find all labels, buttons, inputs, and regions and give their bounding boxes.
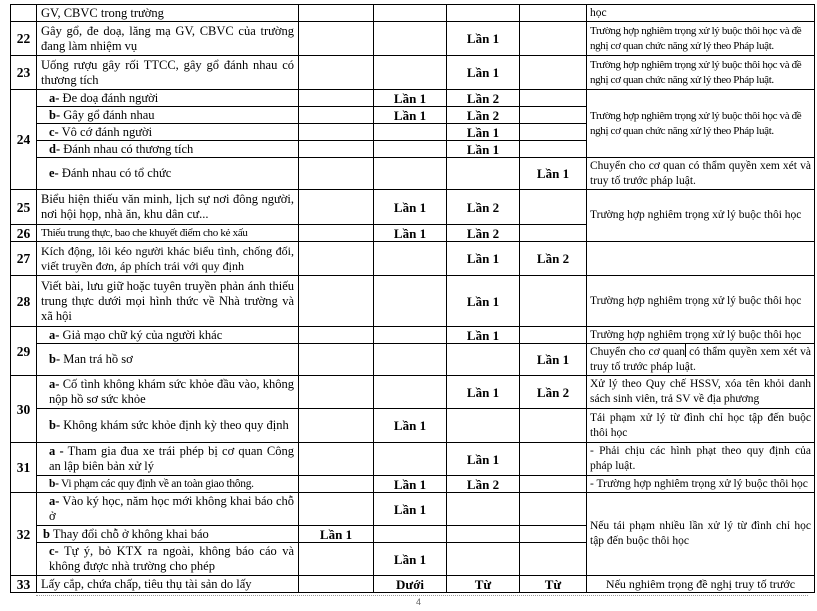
penalty-level: Từ bbox=[520, 576, 587, 593]
table-row bbox=[11, 409, 815, 443]
handling-note: Chuyển cho cơ quan có thẩm quyền xem xét và truy tố trước pháp luật. bbox=[587, 158, 815, 190]
penalty-level: Lần 2 bbox=[447, 476, 520, 493]
table-row bbox=[11, 493, 815, 526]
handling-note: Trường hợp nghiêm trọng xử lý buộc thôi học và đề nghị cơ quan chức năng xử lý theo Pháp luật. bbox=[587, 56, 815, 90]
sub-violation: a- Đe doạ đánh người bbox=[37, 90, 299, 107]
penalty-level: Lần 1 bbox=[374, 190, 447, 225]
sub-violation: b- Không khám sức khỏe định kỳ theo quy định bbox=[37, 409, 299, 443]
penalty-level: Từ bbox=[447, 576, 520, 593]
penalty-level: Lần 1 bbox=[447, 141, 520, 158]
penalty-level: Lần 2 bbox=[447, 90, 520, 107]
row-number: 27 bbox=[11, 242, 37, 276]
handling-note: Trường hợp nghiêm trọng xử lý buộc thôi học và đề nghị cơ quan chức năng xử lý theo Pháp luật. bbox=[587, 22, 815, 56]
table-row bbox=[11, 242, 815, 276]
penalty-level: Lần 1 bbox=[447, 124, 520, 141]
row-number bbox=[11, 5, 37, 22]
row-number: 25 bbox=[11, 190, 37, 225]
penalty-level: Dưới bbox=[374, 576, 447, 593]
penalty-level: Lần 2 bbox=[520, 376, 587, 409]
table-row bbox=[11, 56, 815, 90]
sub-violation: a - Tham gia đua xe trái phép bị cơ quan Công an lập biên bản xử lý bbox=[37, 443, 299, 476]
sub-violation: c- Vô cớ đánh người bbox=[37, 124, 299, 141]
discipline-table bbox=[10, 4, 815, 593]
table-row bbox=[11, 276, 815, 327]
penalty-level: Lần 2 bbox=[520, 242, 587, 276]
penalty-level: Lần 1 bbox=[447, 376, 520, 409]
penalty-level: Lần 1 bbox=[374, 225, 447, 242]
penalty-level: Lần 1 bbox=[447, 56, 520, 90]
table-row bbox=[11, 476, 815, 493]
violation-description: Kích động, lôi kéo người khác biểu tình, chống đối, viết truyền đơn, áp phích trái với quy định bbox=[37, 242, 299, 276]
penalty-level: Lần 1 bbox=[374, 409, 447, 443]
penalty-level: Lần 2 bbox=[447, 190, 520, 225]
handling-note: Trường hợp nghiêm trọng xử lý buộc thôi học bbox=[587, 327, 815, 344]
penalty-level: Lần 1 bbox=[374, 107, 447, 124]
sub-violation: a- Giả mạo chữ ký của người khác bbox=[37, 327, 299, 344]
table-row bbox=[11, 190, 815, 225]
sub-violation: b- Gây gổ đánh nhau bbox=[37, 107, 299, 124]
handling-note: Trường hợp nghiêm trọng xử lý buộc thôi học bbox=[587, 190, 815, 242]
table-row bbox=[11, 22, 815, 56]
violation-description: Viết bài, lưu giữ hoặc tuyên truyền phản ánh thiếu trung thực dưới mọi hình thức về Nhà trường và xã hội bbox=[37, 276, 299, 327]
row-number: 26 bbox=[11, 225, 37, 242]
row-number: 24 bbox=[11, 90, 37, 190]
table-row bbox=[11, 90, 815, 107]
penalty-level: Lần 1 bbox=[374, 90, 447, 107]
violation-description: Thiếu trung thực, bao che khuyết điểm cho kẻ xấu bbox=[37, 225, 299, 242]
penalty-level: Lần 1 bbox=[447, 276, 520, 327]
sub-violation: a- Cố tình không khám sức khỏe đầu vào, không nộp hồ sơ sức khỏe bbox=[37, 376, 299, 409]
row-number: 22 bbox=[11, 22, 37, 56]
row-number: 31 bbox=[11, 443, 37, 493]
handling-note: Nếu tái phạm nhiều lần xử lý từ đình chỉ học tập đến buộc thôi học bbox=[587, 493, 815, 576]
discipline-table-page bbox=[10, 4, 815, 593]
handling-note: - Phải chịu các hình phạt theo quy định của pháp luật. bbox=[587, 443, 815, 476]
penalty-level: Lần 1 bbox=[447, 22, 520, 56]
penalty-level: Lần 1 bbox=[520, 344, 587, 376]
sub-violation: a- Vào ký học, năm học mới không khai báo chỗ ở bbox=[37, 493, 299, 526]
row-number: 32 bbox=[11, 493, 37, 576]
sub-violation: c- Tự ý, bỏ KTX ra ngoài, không báo cáo và không được nhà trường cho phép bbox=[37, 543, 299, 576]
table-row bbox=[11, 158, 815, 190]
row-number: 28 bbox=[11, 276, 37, 327]
handling-note: Nếu nghiêm trọng đề nghị truy tố trước bbox=[587, 576, 815, 593]
violation-description: Uống rượu gây rối TTCC, gây gổ đánh nhau có thương tích bbox=[37, 56, 299, 90]
penalty-level: Lần 2 bbox=[447, 225, 520, 242]
table-row bbox=[11, 327, 815, 344]
penalty-level: Lần 1 bbox=[374, 476, 447, 493]
row-number: 30 bbox=[11, 376, 37, 443]
violation-description: Gây gổ, đe doạ, lăng mạ GV, CBVC của trường đang làm nhiệm vụ bbox=[37, 22, 299, 56]
handling-note: học bbox=[587, 5, 815, 22]
table-row bbox=[11, 576, 815, 593]
table-row bbox=[11, 5, 815, 22]
handling-note: Trường hợp nghiêm trọng xử lý buộc thôi học và đề nghị cơ quan chức năng xử lý theo Pháp luật. bbox=[587, 90, 815, 158]
penalty-level: Lần 2 bbox=[447, 107, 520, 124]
penalty-level: Lần 1 bbox=[299, 526, 374, 543]
violation-description: Biểu hiện thiếu văn minh, lịch sự nơi đông người, nơi hội họp, nhà ăn, khu dân cư... bbox=[37, 190, 299, 225]
handling-note: Tái phạm xử lý từ đình chỉ học tập đến buộc thôi học bbox=[587, 409, 815, 443]
penalty-level: Lần 1 bbox=[374, 543, 447, 576]
violation-description: Lấy cắp, chứa chấp, tiêu thụ tài sản do lấy bbox=[37, 576, 299, 593]
table-row bbox=[11, 344, 815, 376]
violation-description: GV, CBVC trong trường bbox=[37, 5, 299, 22]
table-row bbox=[11, 443, 815, 476]
row-number: 23 bbox=[11, 56, 37, 90]
sub-violation: b Thay đổi chỗ ở không khai báo bbox=[37, 526, 299, 543]
penalty-level: Lần 1 bbox=[447, 443, 520, 476]
sub-violation: e- Đánh nhau có tổ chức bbox=[37, 158, 299, 190]
handling-note: Chuyển cho cơ quan có thẩm quyền xem xét và truy tố trước pháp luật. bbox=[587, 344, 815, 376]
penalty-level: Lần 1 bbox=[447, 242, 520, 276]
penalty-level: Lần 1 bbox=[374, 493, 447, 526]
page-break-line bbox=[36, 595, 808, 596]
handling-note: Trường hợp nghiêm trọng xử lý buộc thôi học bbox=[587, 276, 815, 327]
page-number: 4 bbox=[416, 597, 422, 607]
table-row bbox=[11, 376, 815, 409]
handling-note: - Trường hợp nghiêm trọng xử lý buộc thôi học bbox=[587, 476, 815, 493]
handling-note: Xử lý theo Quy chế HSSV, xóa tên khỏi danh sách sinh viên, trả SV về địa phương bbox=[587, 376, 815, 409]
penalty-level: Lần 1 bbox=[447, 327, 520, 344]
sub-violation: b- Man trá hồ sơ bbox=[37, 344, 299, 376]
row-number: 29 bbox=[11, 327, 37, 376]
sub-violation: d- Đánh nhau có thương tích bbox=[37, 141, 299, 158]
row-number: 33 bbox=[11, 576, 37, 593]
sub-violation: b- Vi phạm các quy định về an toàn giao thông. bbox=[37, 476, 299, 493]
penalty-level: Lần 1 bbox=[520, 158, 587, 190]
